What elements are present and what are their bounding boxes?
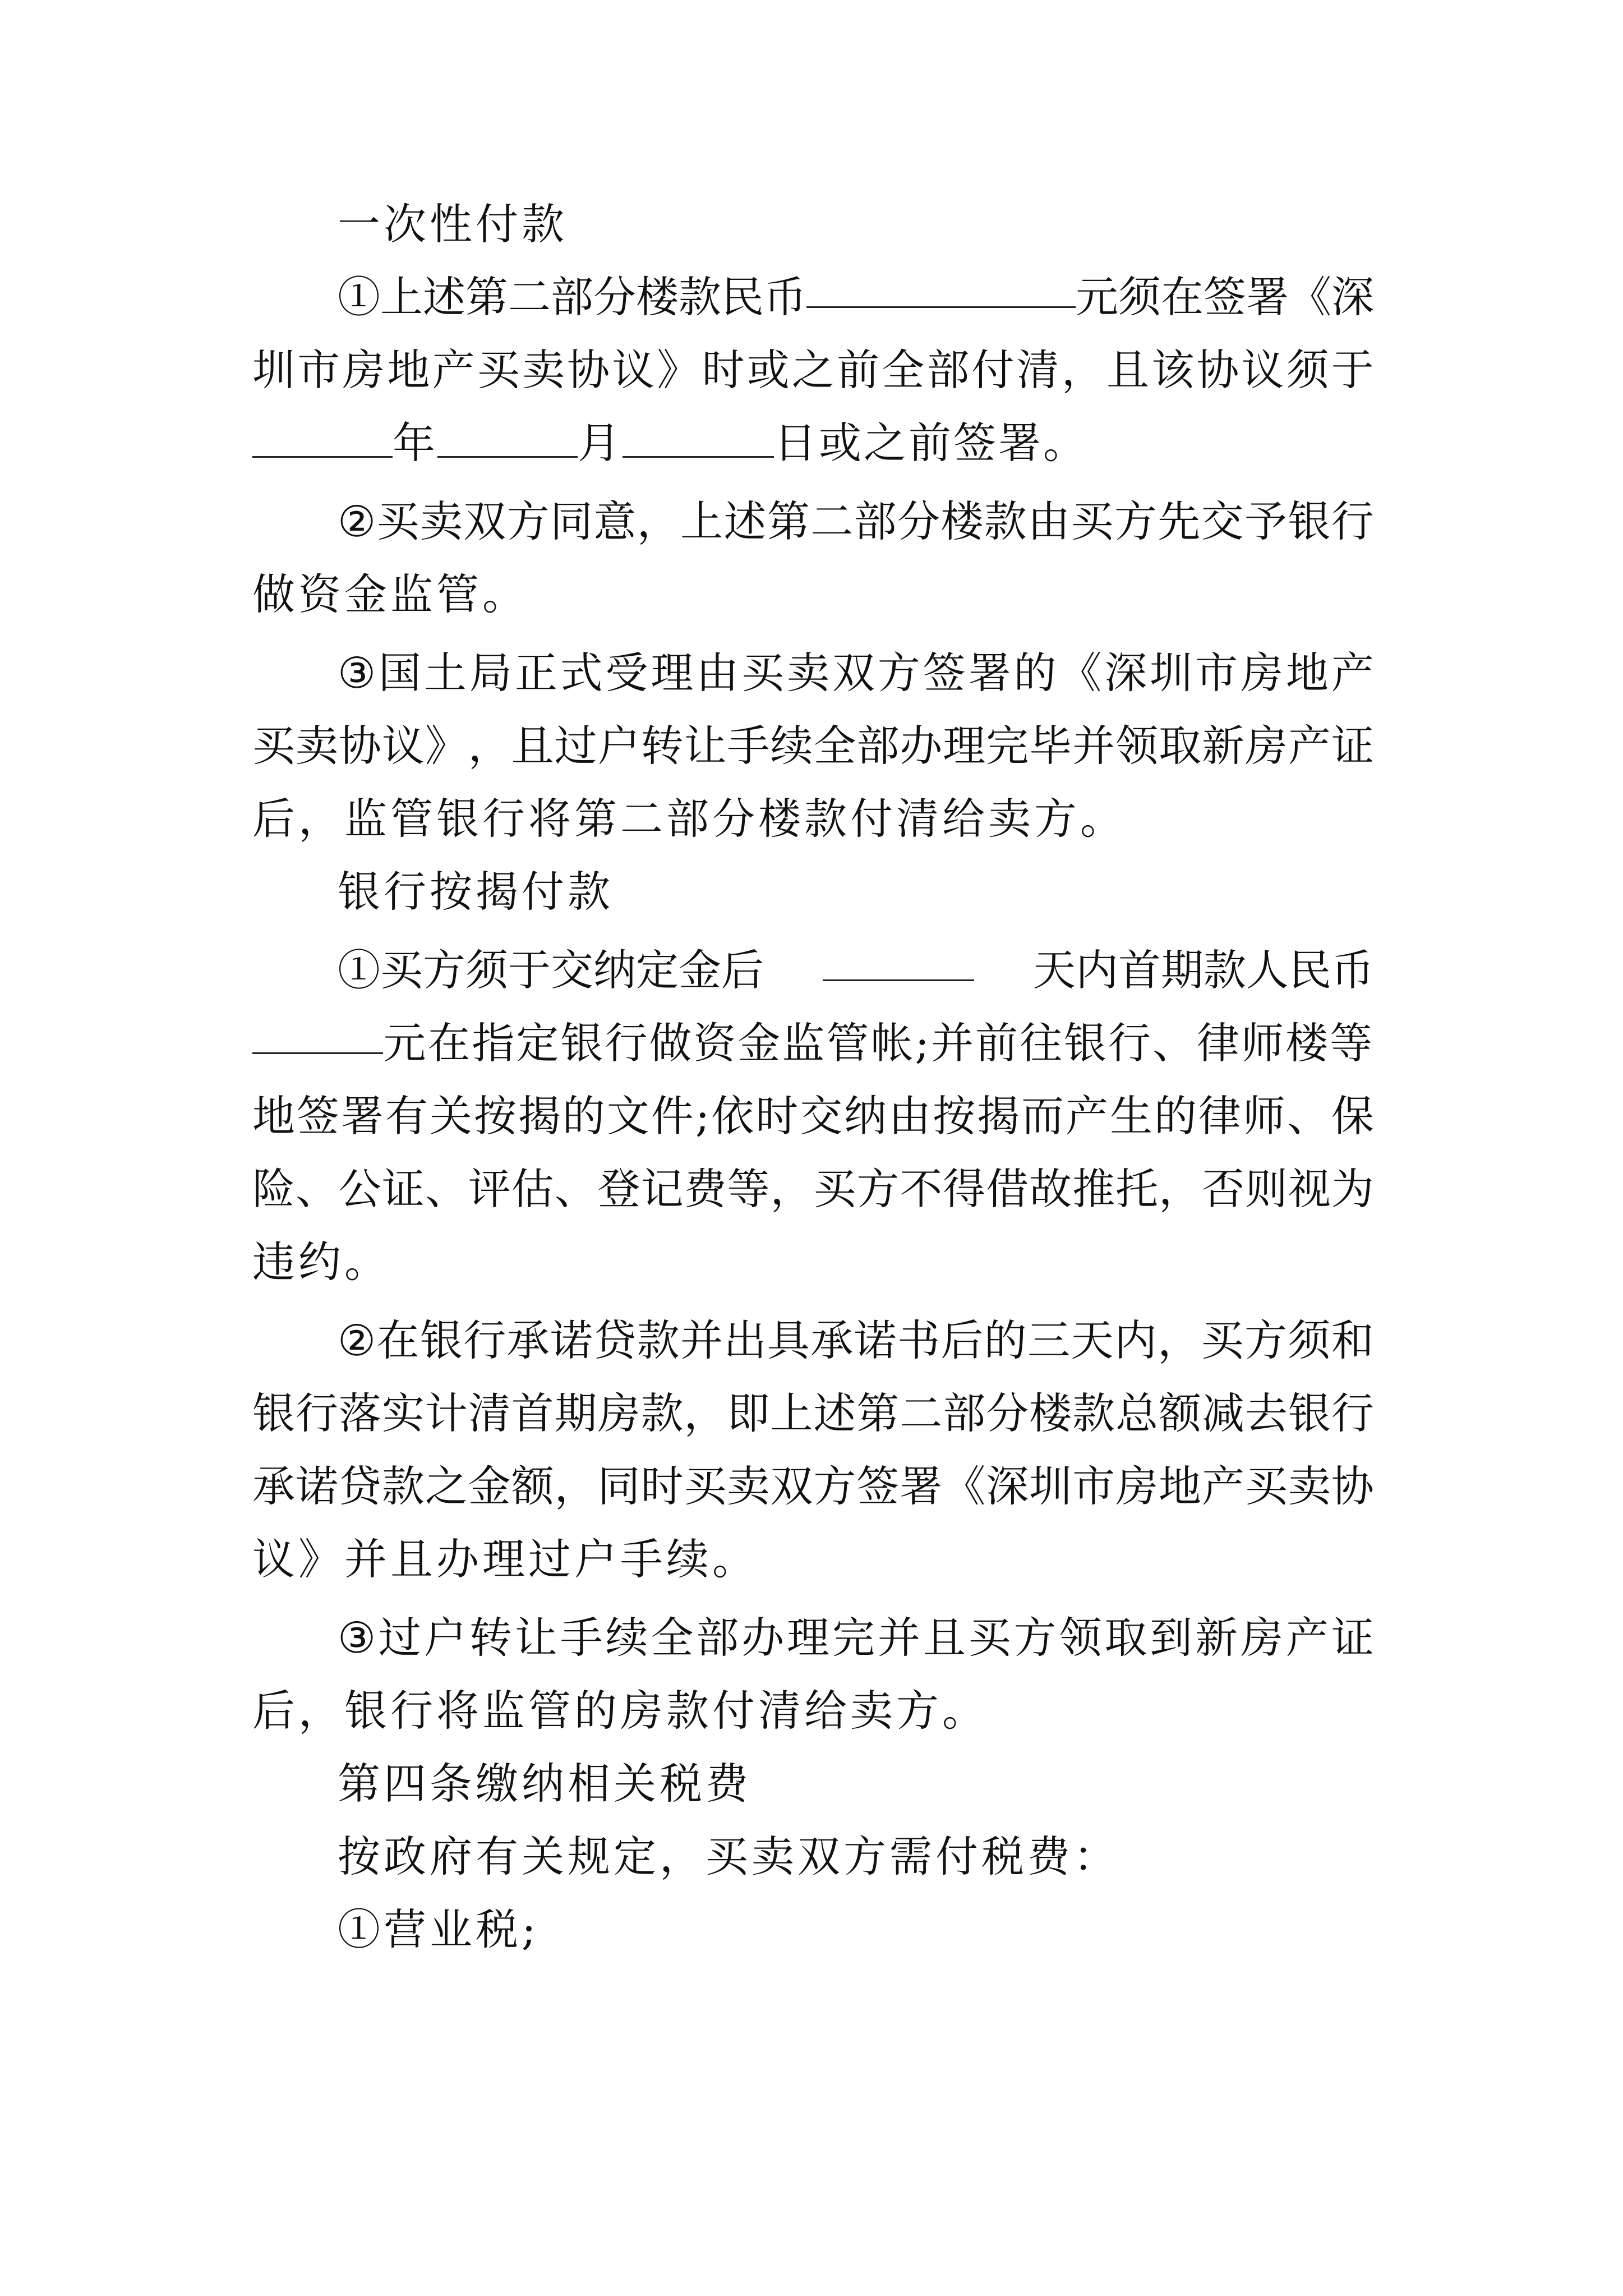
- paragraph-line: 后，监管银行将第二部分楼款付清给卖方。: [252, 794, 1126, 844]
- heading-lump-sum-payment: 一次性付款: [338, 199, 568, 249]
- paragraph-line: 后，银行将监管的房款付清给卖方。: [252, 1686, 988, 1736]
- paragraph-line: ② 买 卖 双 方 同 意 ， 上 述 第 二 部 分 楼 款 由 买 方 先 交 予 银 行: [338, 496, 1374, 546]
- heading-mortgage-payment: 银行按揭付款: [338, 867, 614, 917]
- paragraph-line: 议》并且办理过户手续。: [252, 1534, 758, 1584]
- paragraph-line: ② 在 银 行 承 诺 贷 款 并 出 具 承 诺 书 后 的 三 天 内 ， 买 方 须 和: [338, 1315, 1374, 1365]
- month-blank: [437, 419, 578, 458]
- paragraph-line: 银 行 落 实 计 清 首 期 房 款 ， 即 上 述 第 二 部 分 楼 款 总 额 减 去 银 行: [252, 1388, 1374, 1438]
- paragraph-line: 违约。: [252, 1237, 390, 1287]
- paragraph-line: 地 签 署 有 关 按 揭 的 文 件 ; 依 时 交 纳 由 按 揭 而 产 生 的 律 师 、 保: [252, 1091, 1374, 1141]
- amount-blank: [252, 1015, 383, 1054]
- paragraph-line: 圳 市 房 地 产 买 卖 协 议 》 时 或 之 前 全 部 付 清 ， 且 该 协 议 须 于: [252, 345, 1374, 395]
- paragraph-line: 承 诺 贷 款 之 金 额 ， 同 时 买 卖 双 方 签 署 《 深 圳 市 房 地 产 买 卖 协: [252, 1461, 1374, 1511]
- paragraph-line: 元在指定银行做资金监管帐;并前往银行、律师楼等: [252, 1015, 1374, 1071]
- day-blank: [623, 419, 774, 458]
- paragraph-line: 做资金监管。: [252, 569, 528, 619]
- year-blank: [252, 419, 393, 458]
- article-four-title: 第四条缴纳相关税费: [338, 1759, 751, 1809]
- paragraph-line: 按政府有关规定，买卖双方需付税费：: [338, 1832, 1119, 1881]
- paragraph-line: ③ 国 土 局 正 式 受 理 由 买 卖 双 方 签 署 的 《 深 圳 市 房 地 产: [338, 648, 1374, 698]
- paragraph-line: 险 、 公 证 、 评 估 、 登 记 费 等 ， 买 方 不 得 借 故 推 托 ， 否 则 视 为: [252, 1164, 1374, 1214]
- days-blank: [823, 942, 974, 981]
- paragraph-line: ③ 过 户 转 让 手 续 全 部 办 理 完 并 且 买 方 领 取 到 新 房 产 证: [338, 1613, 1374, 1663]
- paragraph-line: ①上述第二部分楼款民币 元须在签署《深: [252, 269, 1374, 325]
- date-line: 年 月 日或之前签署。: [252, 415, 1374, 471]
- paragraph-line: ①买方须于交纳定金后 天内首期款人民币: [252, 942, 1374, 999]
- amount-blank: [806, 269, 1076, 308]
- paragraph-line: 买 卖 协 议 》 ， 且 过 户 转 让 手 续 全 部 办 理 完 毕 并 领 取 新 房 产 证: [252, 721, 1374, 771]
- list-item-business-tax: ①营业税;: [338, 1904, 540, 1954]
